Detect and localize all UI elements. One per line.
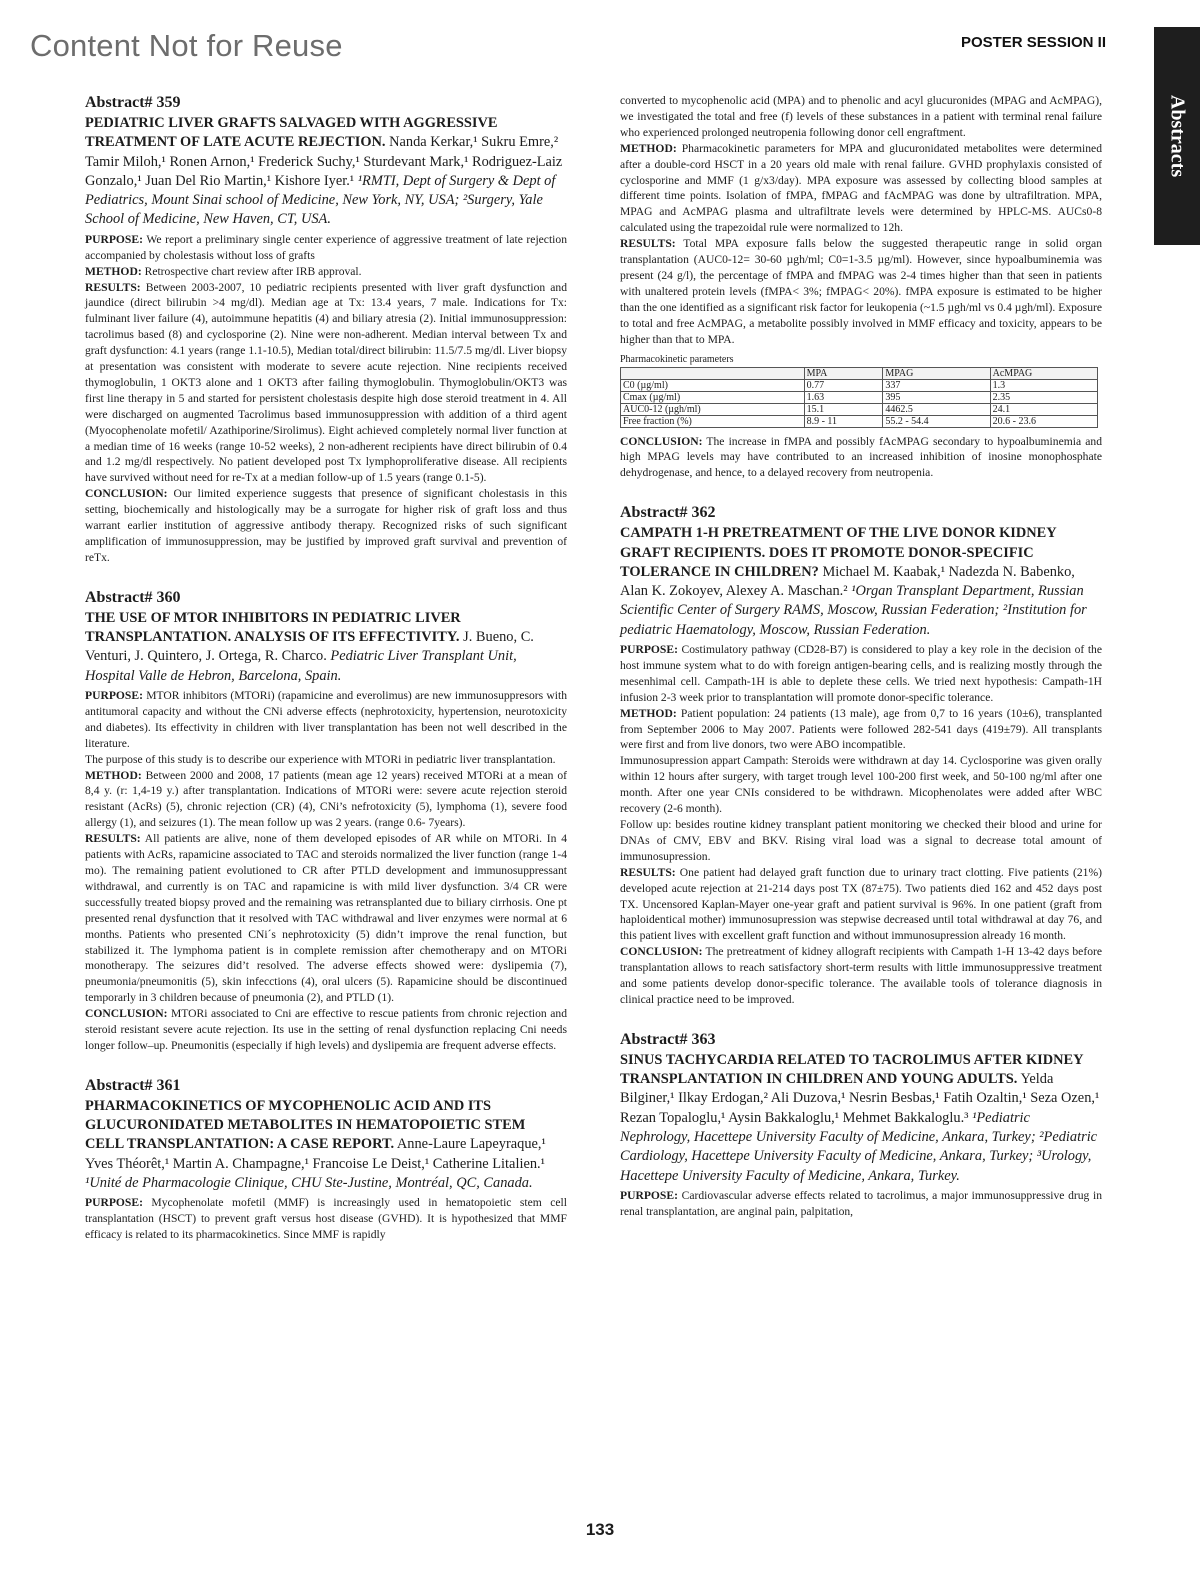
abstract-block <box>85 93 567 566</box>
abstract-paragraph <box>85 486 567 566</box>
table-row <box>621 403 1098 415</box>
section-text: One patient had delayed graft function due to urinary tract clotting. Five patients (21%) developed acute rejection at 21-214 days post TX (87±75). Two patients died 162 and 452 days post TX. Uncensored Kaplan-Mayer one-year graft and patient survival is 96%. In one patient (graft from haploidentical mother) immunosupression was stepwise decreased until total withdrawal at day 76, and this patient lives with excellent graft function and without immunosupression already 16 month. <box>620 865 1102 943</box>
section-label: RESULTS: <box>85 832 141 846</box>
section-label: PURPOSE: <box>620 643 678 656</box>
abstract-paragraph <box>620 236 1102 347</box>
section-label: CONCLUSION: <box>85 487 168 501</box>
abstract-affiliation: ¹Pediatric Nephrology, Hacettepe University Faculty of Medicine, Ankara, Turkey; ²Pediatric Cardiology, Hacettepe University Faculty of Medicine, Ankara, Turkey; ³Urology, Hacettepe University Faculty of Medicine, Ankara, Turkey. <box>620 1109 1098 1184</box>
abstract-number: Abstract# 362 <box>620 504 716 522</box>
abstract-number: Abstract# 360 <box>85 588 181 606</box>
section-label: PURPOSE: <box>85 1196 143 1210</box>
section-text: Patient population: 24 patients (13 male), age from 0,7 to 16 years (10±6), transplanted from September 2006 to May 2007. Patients were followed 282-541 days (419±79). All transplants were first and from live donors, two were ABO incompatible. <box>620 706 1102 752</box>
abstract-affiliation: ¹Organ Transplant Department, Russian Scientific Center of Surgery RAMS, Moscow, Russian Federation; ²Institution for pediatric Haematology, Moscow, Russian Federation. <box>620 583 1087 638</box>
section-label: CONCLUSION: <box>620 945 703 959</box>
table-row <box>621 379 1098 391</box>
table-header-cell: MPA <box>804 367 883 379</box>
table-header-cell: AcMPAG <box>990 367 1097 379</box>
section-label: CONCLUSION: <box>620 434 703 448</box>
table-cell: 337 <box>883 379 990 391</box>
abstract-heading <box>85 114 567 230</box>
abstract-paragraph <box>620 817 1102 865</box>
abstract-paragraph <box>85 688 567 752</box>
section-label: PURPOSE: <box>85 232 143 246</box>
section-text: Total MPA exposure falls below the suggested therapeutic range in solid organ transplantation (AUC0-12= 30-60 µgh/ml; C0=1-3.5 µg/ml). However, since hypoalbuminemia was present (24 g/l), the percentage of fMPA and fMPAG was 2-4 times higher than that seen in patients with unaltered protein levels (fMPA< 3%; fMPAG< 20%). fMPA exposure is estimated to be higher than the one identified as a significant risk factor for leukopenia (~1.5 µgh/ml vs 0.4 µgh/ml). Exposure to total and free AcMPAG, a metabolite possibly involved in MMF efficacy and toxicity, appears to be higher than that to MPA. <box>620 237 1102 346</box>
table-header-row <box>621 367 1098 379</box>
abstract-title: PHARMACOKINETICS OF MYCOPHENOLIC ACID AND ITS GLUCURONIDATED METABOLITES IN HEMATOPOIETIC STEM CELL TRANSPLANTATION: A CASE REPORT. <box>85 1097 526 1153</box>
abstract-paragraph <box>85 752 567 768</box>
abstract-paragraph <box>620 141 1102 236</box>
abstract-authors: Yelda Bilginer,¹ Ilkay Erdogan,² Ali Duzova,¹ Nesrin Besbas,¹ Fatih Ozaltin,¹ Seza Ozen,¹ Rezan Topaloglu,¹ Aysin Bakkaloglu,¹ Mehmet Bakkaloglu.³ <box>620 1071 1100 1126</box>
table-cell: Free fraction (%) <box>621 415 805 427</box>
abstract-paragraph <box>620 434 1102 482</box>
section-text: Between 2000 and 2008, 17 patients (mean age 12 years) received MTORi at a mean of 8,4 y. (r: 1,4-19 y.) after transplantation. Indications of MTORi were: severe acute rejection steroid resistant (AcRs) (5), chronic rejection (CR) (4), CNi’s nefrotoxicity (5), lymphoma (1), severe food allergy (1), and seizures (1). The mean follow up was 2 years. (range 0.6- 7years). <box>85 768 567 830</box>
section-label: RESULTS: <box>620 237 676 251</box>
table-row <box>621 391 1098 403</box>
abstract-paragraph <box>620 706 1102 754</box>
abstract-heading <box>85 609 567 686</box>
abstract-number: Abstract# 363 <box>620 1030 716 1048</box>
section-tab <box>1154 27 1200 245</box>
section-text: MTORi associated to Cni are effective to rescue patients from chronic rejection and steroid resistant severe acute rejection. Its use in the setting of renal dysfunction replacing Cni needs longer follow–up. Pneumonitis (especially if high levels) and dyslipemia are frequent adverse effects. <box>85 1007 567 1052</box>
table-header-cell: MPAG <box>883 367 990 379</box>
abstract-paragraph <box>620 944 1102 1008</box>
abstract-paragraph <box>85 232 567 264</box>
abstract-block <box>620 1030 1102 1220</box>
abstract-paragraph <box>85 768 567 832</box>
abstract-paragraph <box>85 280 567 487</box>
pk-table <box>620 367 1098 428</box>
abstract-affiliation: ¹RMTI, Dept of Surgery & Dept of Pediatrics, Mount Sinai school of Medicine, New York, NY, USA; ²Surgery, Yale School of Medicine, New Haven, CT, USA. <box>85 172 556 228</box>
abstract-affiliation: ¹Unité de Pharmacologie Clinique, CHU Ste-Justine, Montréal, QC, Canada. <box>85 1175 533 1192</box>
abstract-heading <box>620 1051 1102 1186</box>
abstract-heading <box>85 1097 567 1193</box>
section-label: METHOD: <box>85 264 142 278</box>
abstract-paragraph <box>620 93 1102 141</box>
section-text: Retrospective chart review after IRB approval. <box>141 264 362 278</box>
section-label: METHOD: <box>620 706 677 720</box>
section-label: CONCLUSION: <box>85 1007 168 1021</box>
abstract-title: THE USE OF MTOR INHIBITORS IN PEDIATRIC LIVER TRANSPLANTATION. ANALYSIS OF ITS EFFECTIVITY. <box>85 609 461 646</box>
section-label: METHOD: <box>620 141 677 155</box>
table-cell: 2.35 <box>990 391 1097 403</box>
abstract-authors: Anne-Laure Lapeyraque,¹ Yves Théorêt,¹ Martin A. Champagne,¹ Francoise Le Deist,¹ Catherine Litalien.¹ <box>85 1136 546 1172</box>
table-cell: Cmax (µg/ml) <box>621 391 805 403</box>
right-column <box>620 93 1102 1242</box>
section-label: RESULTS: <box>620 865 676 879</box>
abstract-heading <box>620 524 1102 640</box>
table-cell: 20.6 - 23.6 <box>990 415 1097 427</box>
section-text: converted to mycophenolic acid (MPA) and to phenolic and acyl glucuronides (MPAG and AcMPAG), we investigated the total and free (f) levels of these substances in a patient with terminal renal failure who experienced prolonged neutropenia following donor cell engraftment. <box>620 94 1102 139</box>
table-cell: 1.3 <box>990 379 1097 391</box>
abstract-paragraph <box>620 642 1102 706</box>
abstract-authors: J. Bueno, C. Venturi, J. Quintero, J. Ortega, R. Charco. <box>85 629 534 665</box>
abstract-paragraph <box>85 1006 567 1054</box>
abstract-paragraph <box>85 831 567 1006</box>
abstract-paragraph <box>620 753 1102 817</box>
abstract-title: SINUS TACHYCARDIA RELATED TO TACROLIMUS AFTER KIDNEY TRANSPLANTATION IN CHILDREN AND YOUNG ADULTS. <box>620 1051 1083 1088</box>
table-cell: 24.1 <box>990 403 1097 415</box>
section-label: METHOD: <box>85 768 142 782</box>
section-text: Our limited experience suggests that presence of significant cholestasis in this setting, biochemically and histologically may be a surrogate for higher risk of graft loss and thus warrant earlier institution of aggressive antibody therapy. Recognized risks of such significant amplification of immunosuppression, may be justified by improved graft survival and prevention of reTx. <box>85 487 567 564</box>
section-text: Follow up: besides routine kidney transplant patient monitoring we checked their blood and urine for DNAs of CMV, EBV and BKV. Rising viral load was a signal to decrease total amount of immunosupression. <box>620 817 1102 863</box>
table-cell: C0 (µg/ml) <box>621 379 805 391</box>
abstract-block <box>85 588 567 1054</box>
session-header: POSTER SESSION II <box>960 34 1106 51</box>
table-cell: 0.77 <box>804 379 883 391</box>
table-row <box>621 415 1098 427</box>
section-text: Mycophenolate mofetil (MMF) is increasingly used in hematopoietic stem cell transplantation (HSCT) to prevent graft versus host disease (GVHD). It is hypothesized that MMF efficacy is related to its pharmacokinetics. Since MMF is rapidly <box>85 1196 567 1242</box>
abstract-block <box>85 1076 567 1243</box>
table-cell: 8.9 - 11 <box>804 415 883 427</box>
section-text: Immunosupression appart Campath: Steroids were withdrawn at day 14. Cyclosporine was given orally within 12 hours after surgery, with target trough level 100-200 first week, and 50-100 ng/ml after one month. After one year CNIs considered to be withdrawn. Micophenolates were added after WBC recovery (2-6 month). <box>620 754 1102 816</box>
abstract-authors: Nanda Kerkar,¹ Sukru Emre,² Tamir Miloh,¹ Ronen Arnon,¹ Frederick Suchy,¹ Sturdevant Mark,¹ Rodriguez-Laiz Gonzalo,¹ Juan Del Rio Martin,¹ Kishore Iyer.¹ <box>85 134 563 189</box>
abstract-number: Abstract# 361 <box>85 1076 181 1094</box>
section-text: Between 2003-2007, 10 pediatric recipients presented with liver graft dysfunction and jaundice (direct bilirubin >4 mg/dl). Median age at Tx: 13.4 years, 7 male. Indications for Tx: fulminant liver failure (4), autoimmune hepatitis (4) and biliary atresia (2). Initial immunosuppression: tacrolimus based (8) and cyclosporine (2). Nine were non-adherent. Median interval between Tx and graft dysfunction: 4.1 years (range 1.1-10.5), Median total/direct bilirubin: 11.5/7.5 mg/dl. Liver biopsy at presentation was consistent with moderate to severe acute rejection. Nine recipients received thymoglobulin, 1 OKT3 alone and 1 OKT3 after failing thymoglobulin. Thymoglobulin/OKT3 was first line therapy in 5 and started for persistent cholestasis despite high dose steroid treatment in 4. All were discharged on augmented Tacrolimus based immunosuppression with addition of a third agent (Myocophenolate mofetil/ Azathiporine/Sirolimus). Eight achieved completely normal liver function at a median time of 16 weeks (range 10-52 weeks), 2 non-adherent recipients have direct bilirubin of 0.4 and 1.2 mg/dl respectively. No patient developed post Tx lymphoproliferative disease. All recipients have survived without need for re-Tx at a median follow-up of 1.5 years (range 0.1-5). <box>85 280 567 485</box>
section-label: PURPOSE: <box>85 689 143 702</box>
abstract-paragraph <box>620 865 1102 945</box>
table-cell: AUC0-12 (µgh/ml) <box>621 403 805 415</box>
table-header-cell <box>621 367 805 379</box>
abstract-block <box>620 503 1102 1008</box>
section-text: We report a preliminary single center experience of aggressive treatment of late rejection accompanied by cholestasis without loss of grafts <box>85 232 567 262</box>
abstract-title: CAMPATH 1-H PRETREATMENT OF THE LIVE DONOR KIDNEY GRAFT RECIPIENTS. DOES IT PROMOTE DONOR-SPECIFIC TOLERANCE IN CHILDREN? <box>620 525 1057 580</box>
section-text: The increase in fMPA and possibly fAcMPAG secondary to hypoalbuminemia and high MPAG levels may have contributed to an increased inhibition of inosine monophosphate dehydrogenase, and hence, to a delayed recovery from neutropenia. <box>620 434 1102 480</box>
section-label: PURPOSE: <box>620 1188 678 1202</box>
table-cell: 15.1 <box>804 403 883 415</box>
left-column <box>85 93 567 1265</box>
abstract-number: Abstract# 359 <box>85 94 181 111</box>
section-text: The pretreatment of kidney allograft recipients with Campath 1-H 13-42 days before transplantation allows to reach satisfactory short-term results with little immunosuppressive treatment and some patients develop donor-specific tolerance. The available tools of tolerance diagnosis in clinical practice need to be improved. <box>620 945 1102 1006</box>
table-cell: 55.2 - 54.4 <box>883 415 990 427</box>
abstract-paragraph <box>620 1188 1102 1220</box>
table-cell: 1.63 <box>804 391 883 403</box>
section-text: Costimulatory pathway (CD28-B7) is considered to play a key role in the decision of the host immune system what to do with foreign antigen-bearing cells, and is realizing mostly through the mesenhimal cell. Campath-1H is able to deplete these cells. We tried next hypothesis: Campath-1H infusion 2-3 week prior to transplantation will promote donor-specific tolerance. <box>620 643 1102 704</box>
abstract-paragraph <box>85 264 567 280</box>
abstract-continuation <box>620 93 1102 481</box>
section-tab-label: Abstracts <box>1166 94 1189 178</box>
table-cell: 4462.5 <box>883 403 990 415</box>
abstract-paragraph <box>85 1195 567 1243</box>
section-text: Pharmacokinetic parameters for MPA and glucuronidated metabolites were determined after a double-cord HSCT in a 20 years old male with renal failure. GVHD prophylaxis consisted of cyclosporine and MMF (1 g/x3/day). MPA exposure was assessed by collecting blood samples at different time points. Isolation of fMPA, fMPAG and fAcMPAG was done by ultrafiltration. MPA, MPAG and AcMPAG plasma and ultrafiltrate levels were determined by HPLC-MS. AUCs0-8 calculated using the trapezoidal rule were normalized to 12h. <box>620 141 1102 235</box>
section-text: All patients are alive, none of them developed episodes of AR while on MTORi. In 4 patients with AcRs, rapamicine associated to TAC and steroids normalized the liver function (range 1-4 mo). The remaining patient evolutioned to CR after PTLD development and immunosuppressant withdrawal, and currently is on TAC and rapamicine is with mild liver dysfunction. 3/4 CR were successfully treated biopsy proved and the remaining was retransplanted due to biliary cirrhosis. One pt presented renal dysfunction that it resolved with TAC withdrawal and liver enzymes were normal at 6 months. Patients who presented CNi´s nephrotoxicity (5) didn’t improve the renal function, but stabilized it. The lymphoma patient is in complete remission after chemotherapy and on MTORi monotherapy. The seizures did’t resolved. The adverse effects showed were: dyslipemia (7), pneumonia/pneumonitis (5), skin infecctions (4), oral ulcers (5). Rapamicine should be discontinued temporarly in 3 children because of pneumonia (2), and PTLD (1). <box>85 832 567 1005</box>
abstract-authors: Michael M. Kaabak,¹ Nadezda N. Babenko, Alan K. Zokoyev, Alexey A. Maschan.² <box>620 563 1075 600</box>
table-caption: Pharmacokinetic parameters <box>620 353 734 365</box>
section-label: RESULTS: <box>85 280 141 294</box>
section-text: MTOR inhibitors (MTORi) (rapamicine and everolimus) are new immunosuppresors with antitumoral capacity and without the CNi adverse effects (nephrotoxicity, hypertension, neurotoxicity and diabetes). Its effectivity in children with liver transplantation has been not well described in the literature. <box>85 689 567 750</box>
abstract-affiliation: Pediatric Liver Transplant Unit, Hospital Valle de Hebron, Barcelona, Spain. <box>85 648 517 684</box>
section-text: Cardiovascular adverse effects related to tacrolimus, a major immunosuppressive drug in renal transplantation, are anginal pain, palpitation, <box>620 1188 1102 1218</box>
watermark: Content Not for Reuse <box>30 28 343 63</box>
section-text: The purpose of this study is to describe our experience with MTORi in pediatric liver transplantation. <box>85 752 556 766</box>
abstract-title: PEDIATRIC LIVER GRAFTS SALVAGED WITH AGGRESSIVE TREATMENT OF LATE ACUTE REJECTION. <box>85 115 498 151</box>
table-cell: 395 <box>883 391 990 403</box>
page-number: 133 <box>585 1520 615 1539</box>
